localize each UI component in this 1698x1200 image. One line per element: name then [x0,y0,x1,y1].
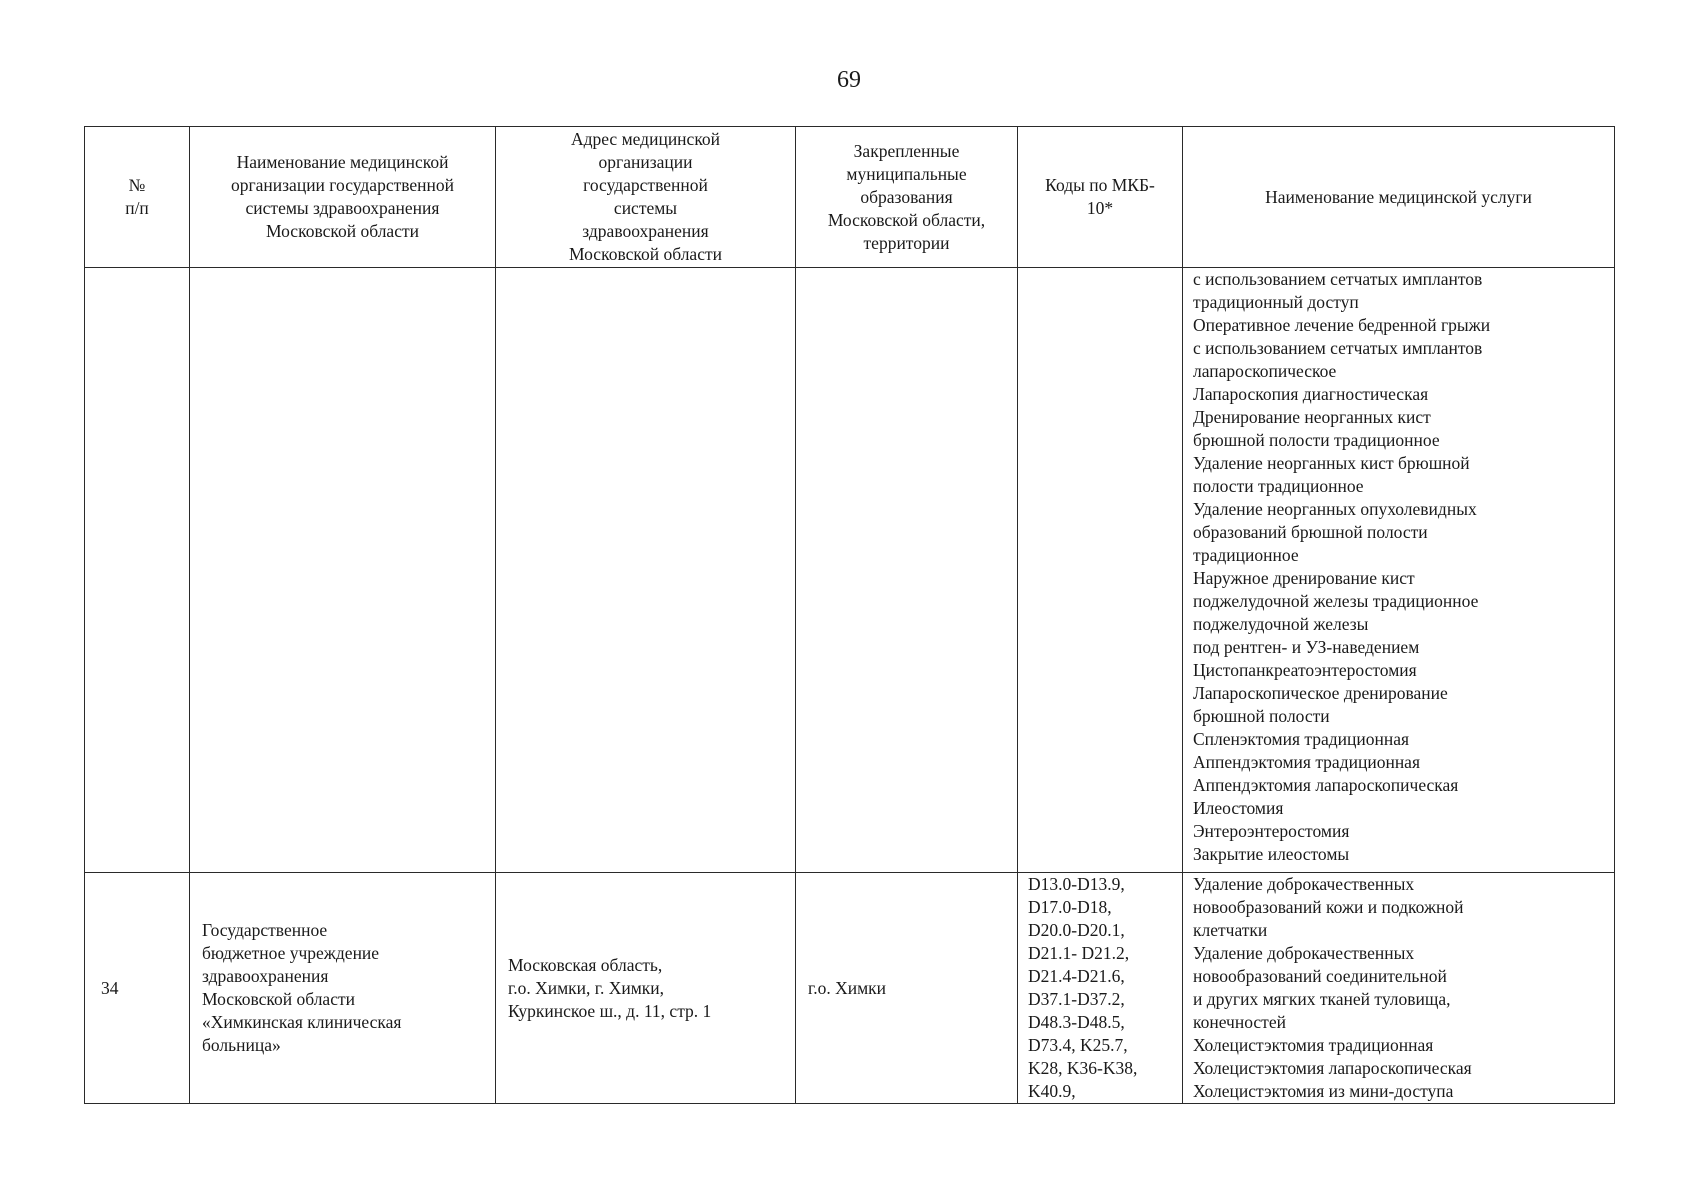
service-line: брюшной полости [1193,706,1330,726]
service-line: с использованием сетчатых имплантов [1193,338,1483,358]
header-municipality-line: территории [863,232,950,253]
service-line: новообразований соединительной [1193,966,1447,986]
service-line: брюшной полости традиционное [1193,430,1440,450]
header-organization-line: Московской области [266,221,419,241]
address-line: Московская область, [508,954,663,975]
organization-line: Государственное [202,920,328,940]
service-line: с использованием сетчатых имплантов [1193,269,1483,289]
icd-code-line: D21.4-D21.6, [1028,966,1125,986]
service-line: клетчатки [1193,920,1268,940]
table-row-34 [85,873,1615,1104]
cont-services-cell [1183,268,1615,873]
service-line: конечностей [1193,1012,1286,1032]
table-header-row [85,127,1615,268]
icd-code-line: K28, K36-K38, [1028,1058,1138,1078]
header-address-line: государственной [583,175,708,195]
service-line: лапароскопическое [1193,361,1337,381]
icd-code-line: D17.0-D18, [1028,897,1112,917]
service-line: Спленэктомия традиционная [1193,729,1410,749]
cont-number-cell [85,268,190,873]
services-cell [1183,873,1615,1104]
service-line: традиционное [1193,545,1299,565]
address-cell [496,873,796,1104]
page-number: 69 [837,67,861,93]
organization-line: Московской области [202,989,355,1009]
service-line: под рентген- и УЗ-наведением [1193,637,1420,657]
header-service-name [1183,127,1615,268]
service-line: полости традиционное [1193,476,1364,496]
service-line: Удаление неорганных опухолевидных [1193,499,1477,519]
header-organization-line: системы здравоохранения [245,198,440,218]
service-line: Удаление неорганных кист брюшной [1193,453,1470,473]
header-address-line: Московской области [569,244,722,264]
service-line: Оперативное лечение бедренной грыжи [1193,315,1491,335]
icd-code-line: D73.4, K25.7, [1028,1035,1128,1055]
organization-line: бюджетное учреждение [202,943,380,963]
organization-cell [190,873,496,1104]
service-line: Холецистэктомия из мини-доступа [1193,1081,1454,1101]
service-line: Лапароскопия диагностическая [1193,384,1429,404]
header-address-line: организации [598,152,693,172]
header-icd-codes [1018,127,1183,268]
address-line: г.о. Химки, г. Химки, [508,977,665,998]
service-line: образований брюшной полости [1193,522,1428,542]
header-address-line: здравоохранения [582,221,709,241]
municipality-cell: г.о. Химки [796,873,1018,1104]
header-address [496,127,796,268]
header-municipality-line: муниципальные [846,163,967,184]
service-line: Лапароскопическое дренирование [1193,683,1448,703]
service-line: Дренирование неорганных кист [1193,407,1431,427]
address-line: Куркинское ш., д. 11, стр. 1 [508,1000,712,1021]
header-service-name-line: Наименование медицинской услуги [1265,186,1532,207]
icd-codes-cell [1018,873,1183,1104]
icd-code-line: D48.3-D48.5, [1028,1012,1125,1032]
service-line: Закрытие илеостомы [1193,844,1350,864]
service-line: Аппендэктомия традиционная [1193,752,1420,772]
header-municipality-line: Московской области, [827,209,986,230]
icd-code-line: D21.1- D21.2, [1028,943,1130,963]
service-line: поджелудочной железы [1193,614,1369,634]
service-line: Цистопанкреатоэнтеростомия [1193,660,1417,680]
cont-organization-cell [190,268,496,873]
icd-code-line: D20.0-D20.1, [1028,920,1125,940]
header-address-line: системы [613,198,678,218]
organization-line: больница» [202,1035,281,1055]
header-number-line: п/п [125,198,149,218]
header-municipality-line: образования [860,186,953,207]
table-row-continuation [85,268,1615,873]
header-municipality-line: Закрепленные [853,140,960,161]
medical-services-table [84,126,1615,1104]
organization-line: «Химкинская клиническая [202,1012,402,1032]
header-number-line: № [128,175,146,195]
organization-line: здравоохранения [202,966,329,986]
service-line: Энтероэнтеростомия [1193,821,1350,841]
service-line: и других мягких тканей туловища, [1193,989,1451,1009]
cont-address-cell [496,268,796,873]
header-municipality [796,127,1018,268]
icd-code-line: D37.1-D37.2, [1028,989,1125,1009]
header-organization-line: организации государственной [230,175,455,195]
service-line: Холецистэктомия традиционная [1193,1035,1434,1055]
header-number [85,127,190,268]
header-organization [190,127,496,268]
service-line: традиционный доступ [1193,292,1359,312]
icd-code-line: D13.0-D13.9, [1028,874,1125,894]
service-line: Наружное дренирование кист [1193,568,1415,588]
service-line: Илеостомия [1193,798,1284,818]
service-line: Аппендэктомия лапароскопическая [1193,775,1459,795]
service-line: новообразований кожи и подкожной [1193,897,1464,917]
service-line: поджелудочной железы традиционное [1193,591,1479,611]
header-icd-codes-line: Коды по МКБ- [1045,175,1155,195]
service-line: Удаление доброкачественных [1193,943,1415,963]
header-address-line: Адрес медицинской [570,129,721,149]
cont-codes-cell [1018,268,1183,873]
service-line: Холецистэктомия лапароскопическая [1193,1058,1472,1078]
icd-code-line: K40.9, [1028,1081,1076,1101]
header-organization-line: Наименование медицинской [236,152,449,172]
row-number-cell: 34 [85,873,190,1104]
cont-municipality-cell [796,268,1018,873]
header-icd-codes-line: 10* [1086,198,1114,218]
service-line: Удаление доброкачественных [1193,874,1415,894]
